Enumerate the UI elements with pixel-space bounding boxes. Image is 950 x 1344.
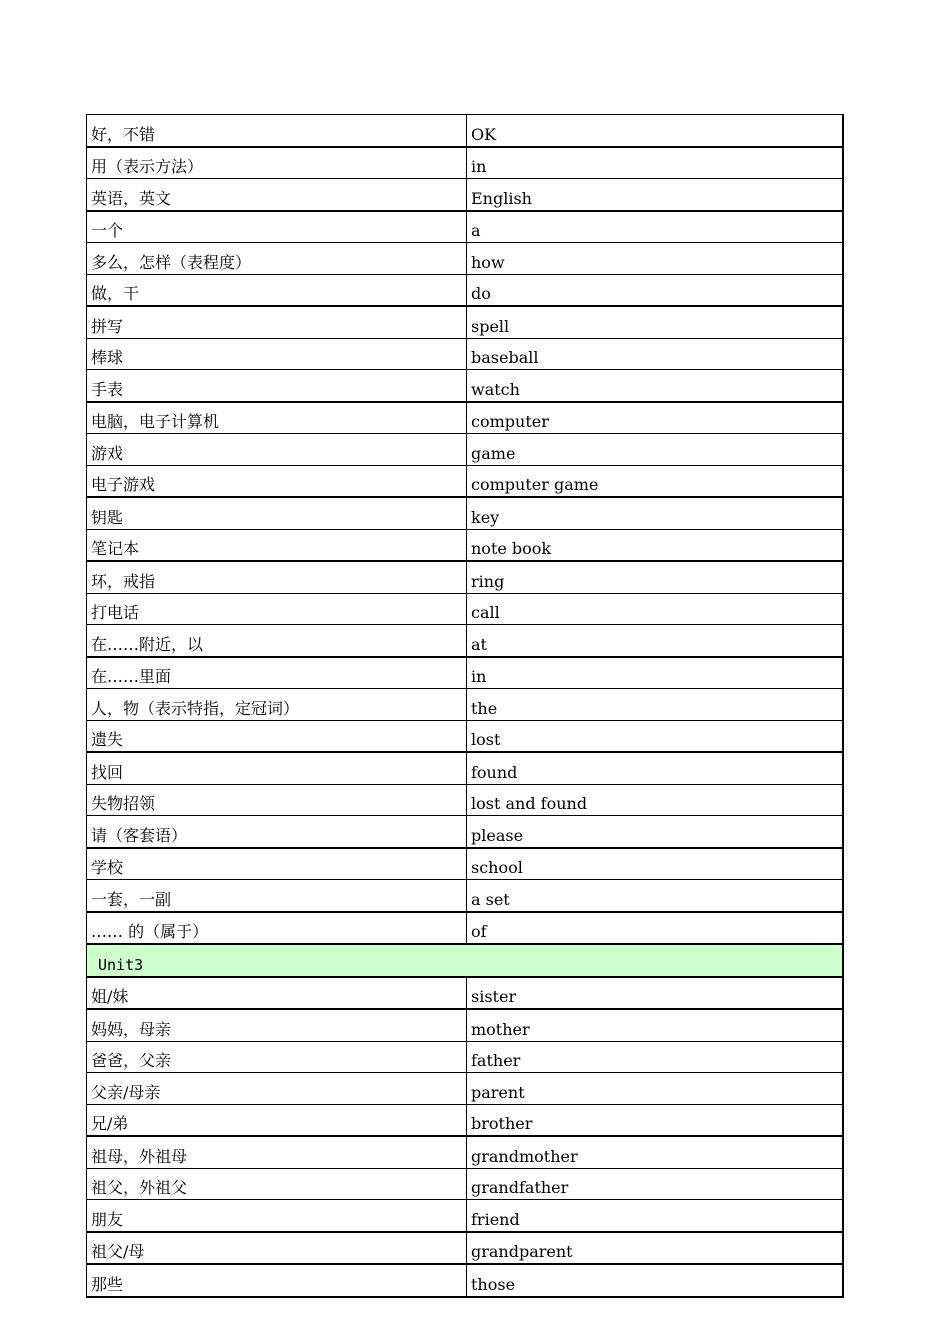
table-row: [87, 1232, 844, 1265]
chinese-cell: 祖母，外祖母: [87, 1136, 467, 1168]
english-cell: in: [467, 657, 844, 689]
chinese-cell: 手表: [87, 370, 467, 402]
chinese-cell: 姐/妹: [87, 977, 467, 1010]
table-row: [87, 1136, 844, 1168]
chinese-cell: 环，戒指: [87, 561, 467, 593]
table-row: [87, 243, 844, 275]
english-cell: watch: [467, 370, 844, 402]
english-cell: OK: [467, 115, 844, 147]
chinese-cell: 那些: [87, 1264, 467, 1297]
table-row: [87, 1009, 844, 1041]
chinese-cell: 妈妈，母亲: [87, 1009, 467, 1041]
table-row: [87, 1104, 844, 1136]
unit-header: Unit3: [87, 944, 844, 977]
english-cell: a: [467, 211, 844, 243]
chinese-cell: 找回: [87, 752, 467, 784]
english-cell: how: [467, 243, 844, 275]
chinese-cell: 祖父/母: [87, 1232, 467, 1265]
chinese-cell: 电脑，电子计算机: [87, 402, 467, 434]
chinese-cell: 英语，英文: [87, 179, 467, 211]
chinese-cell: …… 的（属于）: [87, 912, 467, 945]
chinese-cell: 朋友: [87, 1200, 467, 1232]
table-row: [87, 1264, 844, 1297]
chinese-cell: 游戏: [87, 434, 467, 466]
english-cell: lost: [467, 720, 844, 752]
english-cell: call: [467, 593, 844, 625]
chinese-cell: 在……里面: [87, 657, 467, 689]
english-cell: a set: [467, 880, 844, 912]
table-row: [87, 880, 844, 912]
chinese-cell: 失物招领: [87, 784, 467, 816]
table-row: [87, 912, 844, 945]
english-cell: baseball: [467, 338, 844, 370]
vocabulary-table: [86, 114, 844, 1298]
table-row: [87, 848, 844, 880]
english-cell: grandfather: [467, 1168, 844, 1200]
table-row: [87, 784, 844, 816]
table-row: [87, 179, 844, 211]
vocabulary-table-body: [87, 115, 844, 1297]
english-cell: grandparent: [467, 1232, 844, 1265]
table-row: [87, 1073, 844, 1105]
chinese-cell: 祖父，外祖父: [87, 1168, 467, 1200]
english-cell: mother: [467, 1009, 844, 1041]
english-cell: sister: [467, 977, 844, 1010]
english-cell: ring: [467, 561, 844, 593]
chinese-cell: 多么，怎样（表程度）: [87, 243, 467, 275]
table-row: [87, 465, 844, 497]
table-row: [87, 816, 844, 848]
chinese-cell: 学校: [87, 848, 467, 880]
english-cell: the: [467, 689, 844, 721]
english-cell: school: [467, 848, 844, 880]
table-row: [87, 561, 844, 593]
chinese-cell: 电子游戏: [87, 465, 467, 497]
table-row: [87, 274, 844, 306]
english-cell: do: [467, 274, 844, 306]
table-row: [87, 529, 844, 561]
english-cell: parent: [467, 1073, 844, 1105]
chinese-cell: 遗失: [87, 720, 467, 752]
table-row: [87, 977, 844, 1010]
english-cell: in: [467, 147, 844, 179]
table-row: [87, 338, 844, 370]
english-cell: please: [467, 816, 844, 848]
table-row: [87, 689, 844, 721]
english-cell: friend: [467, 1200, 844, 1232]
chinese-cell: 做，干: [87, 274, 467, 306]
chinese-cell: 钥匙: [87, 497, 467, 529]
english-cell: computer game: [467, 465, 844, 497]
table-row: [87, 720, 844, 752]
chinese-cell: 好，不错: [87, 115, 467, 147]
chinese-cell: 兄/弟: [87, 1104, 467, 1136]
table-row: [87, 593, 844, 625]
table-row: [87, 657, 844, 689]
english-cell: note book: [467, 529, 844, 561]
table-row: [87, 1168, 844, 1200]
chinese-cell: 一套，一副: [87, 880, 467, 912]
chinese-cell: 拼写: [87, 306, 467, 338]
chinese-cell: 一个: [87, 211, 467, 243]
english-cell: at: [467, 625, 844, 657]
table-row: [87, 1200, 844, 1232]
chinese-cell: 父亲/母亲: [87, 1073, 467, 1105]
english-cell: game: [467, 434, 844, 466]
table-row: [87, 752, 844, 784]
chinese-cell: 爸爸，父亲: [87, 1041, 467, 1073]
chinese-cell: 棒球: [87, 338, 467, 370]
english-cell: grandmother: [467, 1136, 844, 1168]
chinese-cell: 用（表示方法）: [87, 147, 467, 179]
chinese-cell: 请（客套语）: [87, 816, 467, 848]
table-row: [87, 370, 844, 402]
table-row: [87, 147, 844, 179]
chinese-cell: 在……附近，以: [87, 625, 467, 657]
table-row: [87, 625, 844, 657]
english-cell: lost and found: [467, 784, 844, 816]
english-cell: father: [467, 1041, 844, 1073]
unit-header-row: [87, 944, 844, 977]
english-cell: those: [467, 1264, 844, 1297]
table-row: [87, 497, 844, 529]
chinese-cell: 人，物（表示特指，定冠词）: [87, 689, 467, 721]
chinese-cell: 打电话: [87, 593, 467, 625]
chinese-cell: 笔记本: [87, 529, 467, 561]
table-row: [87, 402, 844, 434]
english-cell: English: [467, 179, 844, 211]
english-cell: brother: [467, 1104, 844, 1136]
table-row: [87, 1041, 844, 1073]
table-row: [87, 306, 844, 338]
english-cell: spell: [467, 306, 844, 338]
table-row: [87, 211, 844, 243]
table-row: [87, 434, 844, 466]
english-cell: of: [467, 912, 844, 945]
table-row: [87, 115, 844, 147]
english-cell: key: [467, 497, 844, 529]
english-cell: computer: [467, 402, 844, 434]
english-cell: found: [467, 752, 844, 784]
